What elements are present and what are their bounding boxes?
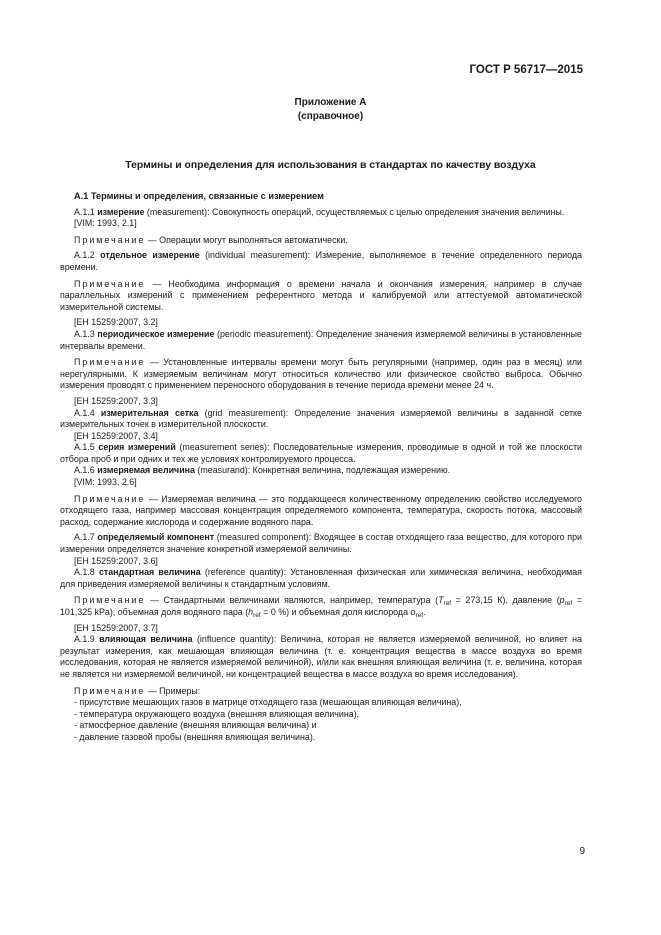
- page-title: Термины и определения для использования в стандартах по качеству воздуха: [125, 160, 536, 171]
- term-a111: А.1.1 измерение (measurement): Совокупность операций, осуществляемых с целью определения значения величины.: [74, 206, 565, 217]
- document-id: ГОСТ Р 56717—2015: [469, 64, 583, 76]
- list-item: - давление газовой пробы (внешняя влияющая величина).: [74, 731, 316, 742]
- term-a112: А.1.2 отдельное измерение (individual measurement): Измерение, выполняемое в течение определенного периода времени.: [60, 250, 582, 272]
- reference: [VIM: 1993, 2.6]: [74, 477, 137, 488]
- reference: [ЕН 15259:2007, 3.2]: [74, 317, 158, 328]
- term-a119: А.1.9 влияющая величина (influence quantity): Величина, которая не является измеряемой величиной, но влияет на результат измерения, как мешающая влияющая величина (т. е. концентрация вещества в массе воздуха во время исследования, которая не является измеряемой величиной), и/или как внешняя влияющая величина (т. е. величина, которая не является ни измеряемой величиной, ни концентрацией вещества в массе воздуха во время исследования).: [60, 634, 582, 679]
- page-number: 9: [579, 846, 585, 857]
- note: Примечание — Операции могут выполняться автоматически.: [74, 234, 348, 245]
- list-item: - температура окружающего воздуха (внешняя влияющая величина),: [74, 708, 360, 719]
- note: Примечание — Измеряемая величина — это поддающееся количественному определению свойство исследуемого отходящего газа, например массовая концентрация определяемого компонента, температура, скорость потока, массовый расход, содержание кислорода и содержание водяного пара.: [60, 493, 582, 527]
- reference: [ЕН 15259:2007, 3.4]: [74, 430, 158, 441]
- note: Примечание — Необходима информация о времени начала и окончания измерения, например в случае параллельных измерений с применением референтного метода и калибруемой или аттестуемой автоматической измерительной системы.: [60, 278, 582, 312]
- term-a118: А.1.8 стандартная величина (reference quantity): Установленная физическая или химическая величина, необходимая для приведения измеряемой величины к стандартным условиям.: [60, 567, 582, 589]
- section-heading: А.1 Термины и определения, связанные с измерением: [74, 191, 324, 201]
- note: Примечание — Примеры:: [74, 685, 201, 696]
- appendix-heading: [0, 96, 661, 124]
- reference: [VIM: 1993, 2.1]: [74, 218, 137, 229]
- term-a114: А.1.4 измерительная сетка (grid measurement): Определение значения измеряемой величины в заданной сетке измерительных точек в измерительной плоскости.: [60, 407, 582, 430]
- document-body: [60, 191, 582, 744]
- appendix-title: Приложение А: [294, 97, 367, 108]
- list-item: - присутствие мешающих газов в матрице отходящего газа (мешающая влияющая величина),: [74, 697, 462, 708]
- note: Примечание — Установленные интервалы времени могут быть регулярными (например, один раз в месяц) или нерегулярными. К измеряемым величинам могут относиться количество или физическое свойство выброса. Обычно измерения проводят с применением переносного оборудования в течение периода времени менее 24 ч.: [60, 357, 582, 391]
- reference: [ЕН 15259:2007, 3.3]: [74, 395, 158, 406]
- term-a115: А.1.5 серия измерений (measurement series): Последовательные измерения, проводимые в одной и той же плоскости отбора проб и при одних и тех же условиях контролируемого процесса.: [60, 442, 582, 464]
- reference: [ЕН 15259:2007, 3.6]: [74, 555, 158, 566]
- reference: [ЕН 15259:2007, 3.7]: [74, 622, 158, 633]
- note: Примечание — Стандартными величинами являются, например, температура ($T_{ref} = 273,15$ К), давление ($p_{ref} = 101,325$ kPa), объемная доля водяного пара ($h_{ref} = 0$ %) и объемная доля кислорода $o_{ref}$.: [60, 595, 582, 619]
- list-item: - атмосферное давление (внешняя влияющая величина) и: [74, 720, 317, 731]
- appendix-type: (справочное): [297, 111, 364, 122]
- term-a117: А.1.7 определяемый компонент (measured component): Входящее в состав отходящего газа вещество, для которого при измерении определяется значение конкретной измеряемой величины.: [60, 532, 583, 555]
- term-a113: А.1.3 периодическое измерение (periodic measurement): Определение значения измеряемой величины в установленные интервалы времени.: [60, 328, 582, 351]
- term-a116: А.1.6 измеряемая величина (measurand): Конкретная величина, подлежащая измерению.: [74, 465, 451, 476]
